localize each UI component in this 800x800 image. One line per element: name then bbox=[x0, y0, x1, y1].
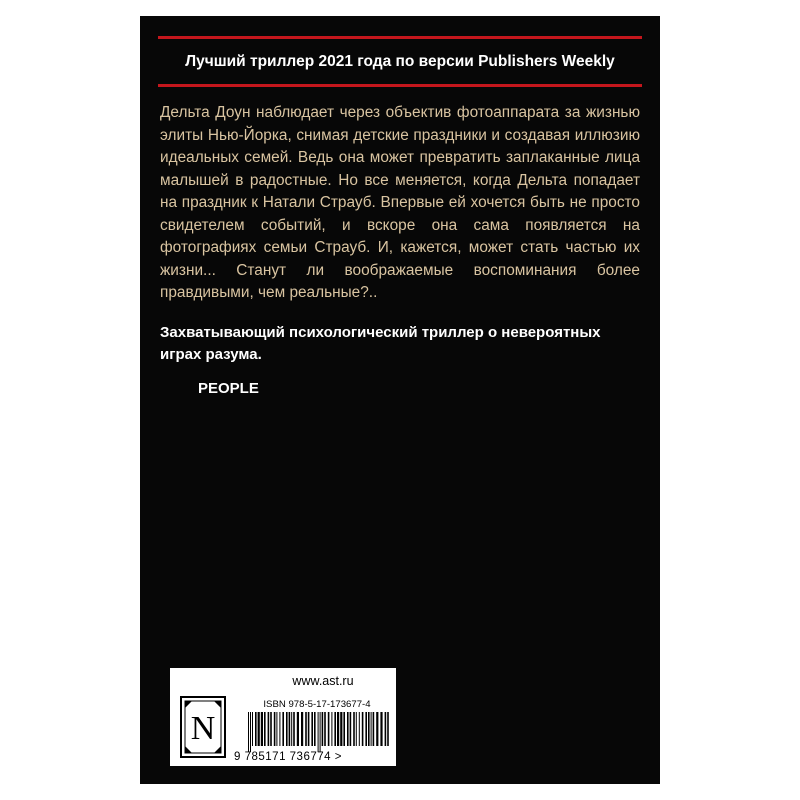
barcode-bar bbox=[270, 712, 272, 746]
barcode-bar bbox=[318, 712, 319, 752]
barcode-bar bbox=[255, 712, 257, 746]
barcode-bar bbox=[337, 712, 339, 746]
barcode-bar bbox=[340, 712, 342, 746]
barcode-bar bbox=[258, 712, 260, 746]
barcode-bar bbox=[320, 712, 321, 752]
barcode-bar bbox=[368, 712, 370, 746]
barcode-bar bbox=[343, 712, 345, 746]
book-back-cover bbox=[140, 16, 660, 784]
barcode-bar bbox=[324, 712, 326, 746]
barcode-bar bbox=[373, 712, 375, 746]
barcode-bar bbox=[322, 712, 324, 746]
barcode-bar bbox=[268, 712, 270, 746]
publisher-logo-icon bbox=[180, 696, 226, 758]
barcode-bar bbox=[308, 712, 310, 746]
barcode-bar bbox=[387, 712, 389, 746]
bottom-red-rule bbox=[158, 84, 642, 87]
barcode-bar bbox=[385, 712, 387, 746]
barcode-bar bbox=[356, 712, 357, 746]
barcode-panel bbox=[170, 668, 396, 766]
barcode-bars bbox=[246, 712, 392, 752]
top-red-rule bbox=[158, 36, 642, 39]
barcode-bar bbox=[301, 712, 303, 746]
barcode-bar bbox=[353, 712, 355, 746]
barcode-bar bbox=[350, 712, 352, 746]
barcode-bar bbox=[291, 712, 292, 746]
review-quote: Захватывающий психологический триллер о невероятных играх разума. bbox=[160, 324, 601, 363]
barcode-bar bbox=[314, 712, 316, 746]
barcode-bar bbox=[328, 712, 330, 746]
barcode-bar bbox=[362, 712, 364, 746]
barcode-bar bbox=[376, 712, 378, 746]
barcode-bar bbox=[250, 712, 251, 752]
barcode-bar bbox=[261, 712, 263, 746]
barcode-bar bbox=[334, 712, 336, 746]
barcode-digits: 9 785171 736774 > bbox=[234, 751, 342, 763]
barcode-bar bbox=[289, 712, 291, 746]
barcode-bar bbox=[311, 712, 313, 746]
isbn-number: ISBN 978-5-17-173677-4 bbox=[263, 699, 371, 710]
barcode-bar bbox=[248, 712, 249, 752]
barcode-bar bbox=[293, 712, 295, 746]
barcode-bar bbox=[305, 712, 307, 746]
book-description: Дельта Доун наблюдает через объектив фотоаппарата за жизнью элиты Нью-Йорка, снимая детские праздники и создавая иллюзию идеальных семей. Ведь она может превратить заплаканные лица малышей в радостные. Но все меняется, когда Дельта попадает на праздник к Натали Страуб. Впервые ей хочется быть не просто свидетелем событий, и вскоре она сама появляется на фотографиях семьи Страуб. И, кажется, может стать частью их жизни... Станут ли воображаемые воспоминания более правдивыми, чем реальные?.. bbox=[160, 104, 640, 301]
award-tagline: Лучший триллер 2021 года по версии Publishers Weekly bbox=[185, 53, 615, 70]
barcode-bar bbox=[276, 712, 277, 746]
barcode-bar bbox=[331, 712, 332, 746]
barcode-bar bbox=[274, 712, 276, 746]
barcode-bar bbox=[282, 712, 284, 746]
barcode-bar bbox=[286, 712, 288, 746]
barcode-bar bbox=[359, 712, 360, 746]
barcode-bar bbox=[279, 712, 280, 746]
barcode-bar bbox=[297, 712, 299, 746]
barcode-bar bbox=[380, 712, 382, 746]
barcode-bar bbox=[365, 712, 367, 746]
review-source: PEOPLE bbox=[198, 380, 259, 397]
publisher-website: www.ast.ru bbox=[292, 674, 354, 688]
barcode-bar bbox=[264, 712, 266, 746]
barcode-bar bbox=[347, 712, 349, 746]
publisher-logo-letter: N bbox=[190, 710, 216, 747]
barcode-bar bbox=[252, 712, 253, 746]
barcode-bar bbox=[371, 712, 372, 746]
